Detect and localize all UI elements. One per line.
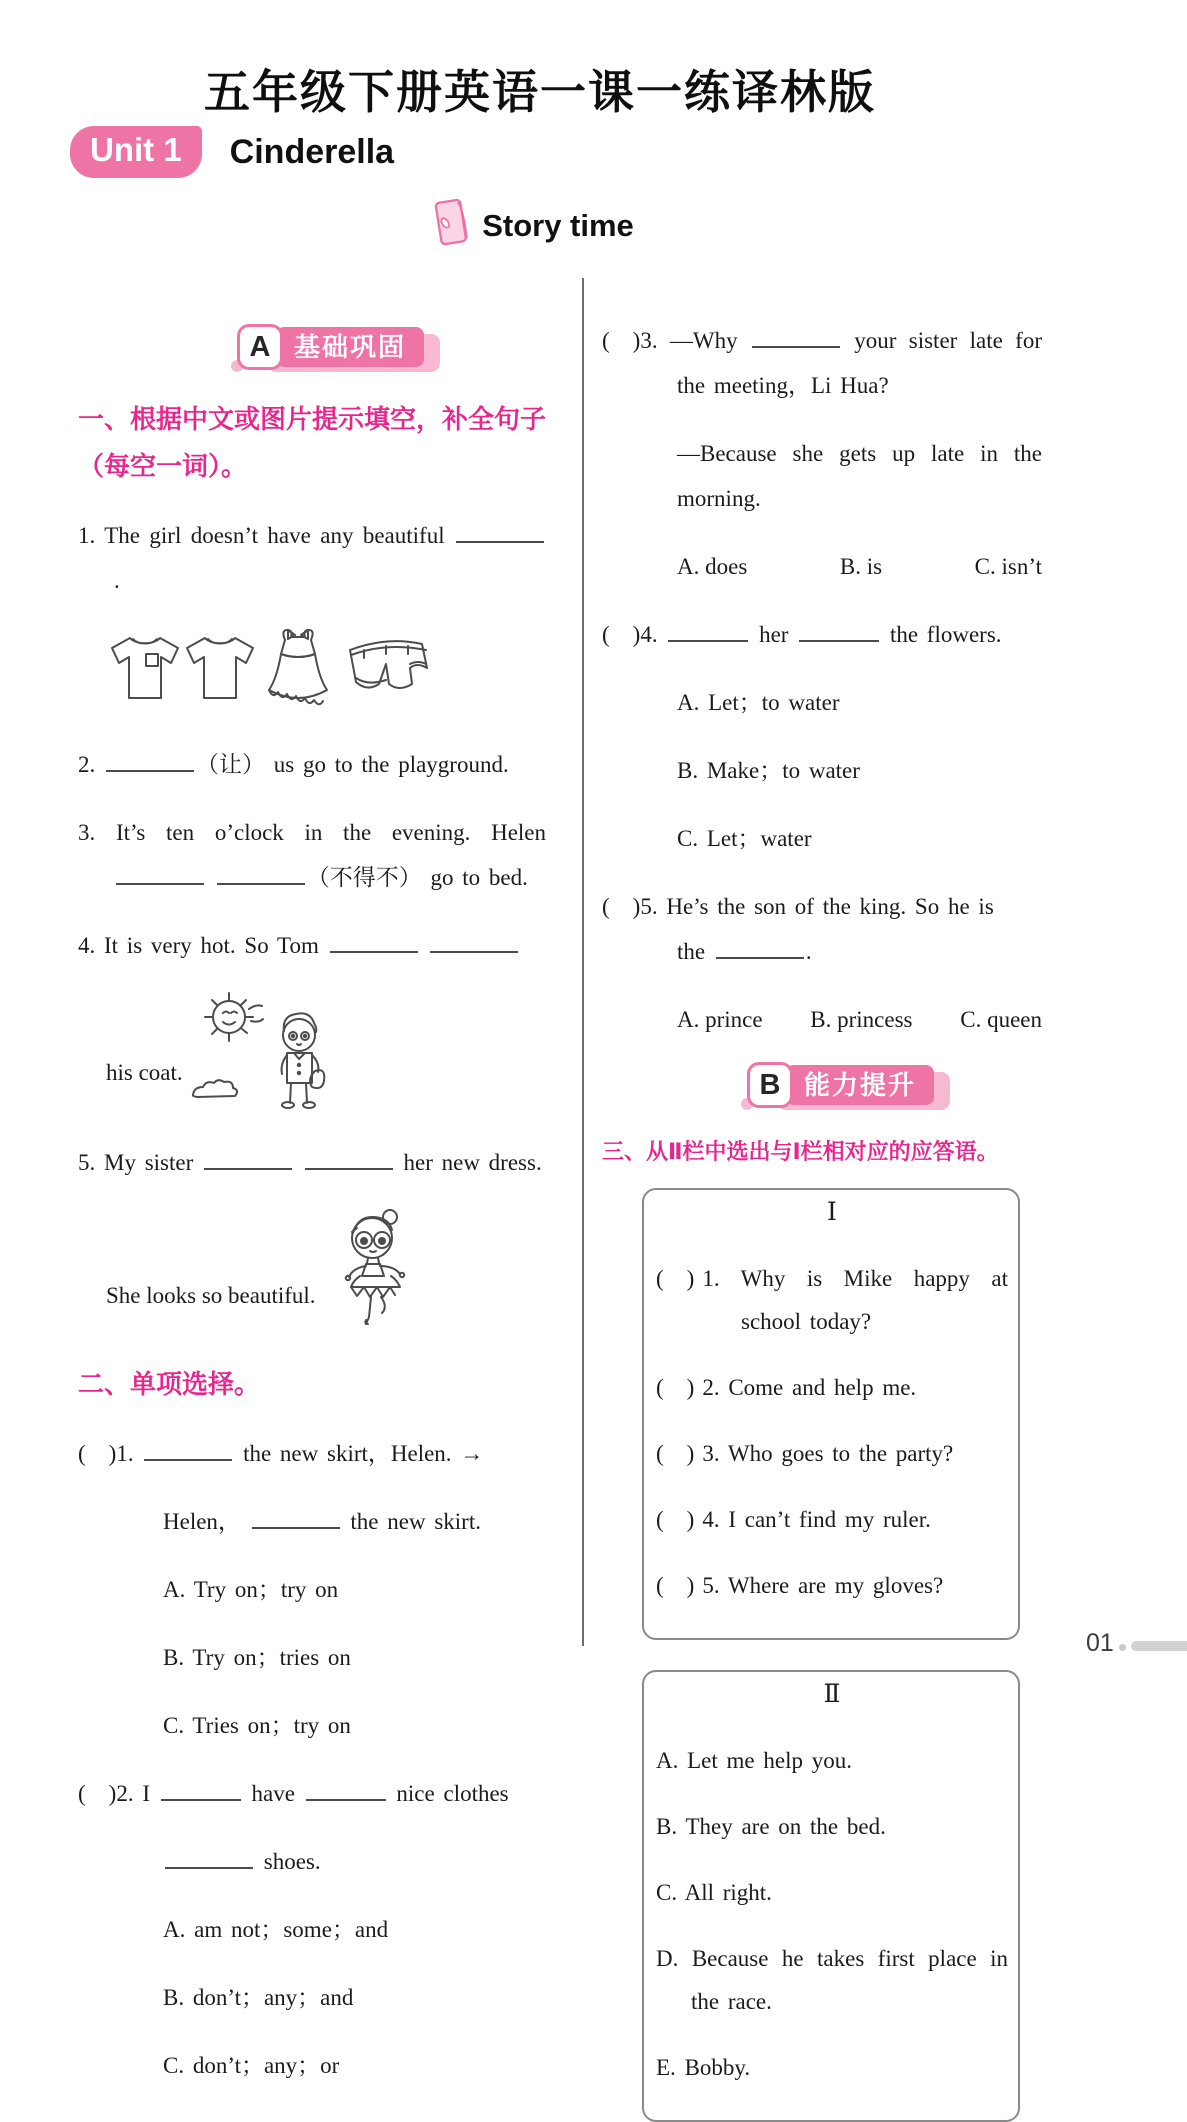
ex2-q3-options (602, 544, 1042, 589)
question-text: My sister (104, 1150, 194, 1175)
match-answer (656, 2046, 1008, 2089)
dancing-girl-illustration (326, 1208, 424, 1331)
match-box-one (642, 1188, 1020, 1640)
paren-blank: ( ) (602, 328, 641, 353)
option: C. Let；water (677, 826, 812, 851)
paren-blank: ( ) (78, 1781, 117, 1806)
ex2-q1-line2 (78, 1499, 546, 1544)
answer-blank (165, 1842, 253, 1869)
question-number: 5. (78, 1150, 96, 1175)
ex2-q3-reply: —Because she gets up late in the morning. (677, 441, 1042, 511)
question-number: 1. (78, 523, 96, 548)
question-text: It’s ten o’clock in the evening. Helen (115, 820, 547, 845)
option: A. am not；some；and (163, 1917, 389, 1942)
answer-blank (799, 615, 879, 642)
question-text: —Why (669, 328, 738, 353)
option: C. queen (960, 1007, 1042, 1032)
option: A. Let；to water (677, 690, 840, 715)
ex2-q5 (602, 884, 1042, 974)
item-letter: B. (656, 1814, 678, 1839)
question-number: 2. (116, 1781, 134, 1806)
question-text: . (805, 939, 812, 964)
section-a-badge (237, 324, 424, 370)
answer-blank (106, 745, 194, 772)
match-item (656, 1366, 1008, 1409)
item-number: 4. (702, 1507, 720, 1532)
answer-blank (430, 926, 518, 953)
question-number: 3. (78, 820, 96, 845)
item-text: Bobby. (684, 2055, 751, 2080)
column-divider (582, 278, 584, 1646)
item-number: 1. (702, 1266, 720, 1291)
chinese-hint: （让） (196, 752, 265, 777)
hot-sun-boy-illustration (187, 991, 337, 1116)
story-time-header (0, 196, 1066, 255)
option: B. princess (810, 1007, 913, 1032)
page-number: 01 (1086, 1629, 1114, 1657)
question-number: 3. (640, 328, 658, 353)
story-time-title: Story time (482, 207, 634, 243)
match-answer (656, 1805, 1008, 1848)
paren-blank: ( ) (78, 1441, 117, 1466)
answer-blank (456, 516, 544, 543)
ex1-q1 (78, 513, 546, 603)
question-text: the new skirt，Helen. (243, 1441, 452, 1466)
item-text: Come and help me. (728, 1375, 917, 1400)
option: B. Try on；tries on (163, 1645, 351, 1670)
question-number: 1. (116, 1441, 134, 1466)
question-text: her (759, 622, 789, 647)
question-text: go to bed. (430, 865, 528, 890)
chinese-hint: （不得不） (306, 865, 422, 890)
option: B. is (839, 554, 883, 579)
question-number: 5. (640, 894, 658, 919)
item-text: Why is Mike happy at school today? (740, 1266, 1008, 1334)
section-b-badge (747, 1062, 934, 1108)
ex2-q5-options (602, 997, 1042, 1042)
match-answer (656, 1871, 1008, 1914)
question-text: us go to the playground. (273, 752, 509, 777)
question-text: She looks so beautiful. (106, 1283, 316, 1308)
question-text: The girl doesn’t have any beautiful (104, 523, 445, 548)
section-b-label: 能力提升 (786, 1065, 934, 1105)
option: A. Try on；try on (163, 1577, 339, 1602)
right-column (602, 295, 1042, 2122)
answer-blank (668, 615, 748, 642)
item-letter: D. (656, 1946, 679, 1971)
paren-blank: ( ) (656, 1507, 695, 1532)
question-number: 4. (640, 622, 658, 647)
answer-blank (716, 932, 804, 959)
clothes-illustration (102, 626, 546, 719)
item-text: All right. (684, 1880, 772, 1905)
question-text: shoes. (263, 1849, 321, 1874)
paren-blank: ( ) (656, 1375, 695, 1400)
ex2-q4 (602, 612, 1042, 657)
left-column (78, 396, 546, 2111)
ex2-q3 (602, 318, 1042, 408)
option: A. does (677, 554, 748, 579)
match-answer (656, 1937, 1008, 2023)
match-box-two (642, 1670, 1020, 2122)
page-title: 五年级下册英语一课一练译林版 (204, 66, 876, 118)
match-item (656, 1564, 1008, 1607)
item-text: I can’t find my ruler. (728, 1507, 931, 1532)
answer-blank (306, 1774, 386, 1801)
ex1-q4 (78, 923, 546, 968)
paren-blank: ( ) (656, 1441, 695, 1466)
item-letter: E. (656, 2055, 676, 2080)
item-letter: C. (656, 1880, 678, 1905)
option: C. isn’t (974, 554, 1042, 579)
answer-blank (144, 1434, 232, 1461)
question-text: meeting，Li Hua? (713, 373, 889, 398)
paren-blank: ( ) (602, 622, 641, 647)
option: C. Tries on；try on (163, 1713, 351, 1738)
item-number: 2. (702, 1375, 720, 1400)
question-text: He’s the son of the king. So he is (666, 894, 994, 919)
answer-blank (330, 926, 418, 953)
question-text: her new dress. (403, 1150, 542, 1175)
box-two-title: Ⅱ (823, 1681, 841, 1708)
ex2-q1 (78, 1431, 546, 1476)
match-item (656, 1257, 1008, 1343)
page-number-bar (1131, 1641, 1187, 1651)
ex1-q4-continuation (106, 991, 546, 1116)
section-a-label: 基础巩固 (276, 327, 424, 367)
match-item (656, 1432, 1008, 1475)
heading-line: 一、根据中文或图片提示填空，补全句子 (78, 404, 547, 434)
answer-blank (217, 858, 305, 885)
heading-line: （每空一词）。 (78, 451, 248, 481)
ex1-q2 (78, 742, 546, 787)
question-text: have (251, 1781, 295, 1806)
item-letter: A. (656, 1748, 679, 1773)
unit-header (70, 126, 394, 178)
question-text: his coat. (106, 1060, 183, 1085)
answer-blank (305, 1143, 393, 1170)
question-text: the flowers. (889, 622, 1002, 647)
book-icon (432, 196, 470, 255)
item-number: 5. (702, 1573, 720, 1598)
ex2-q2-line2 (78, 1839, 546, 1884)
question-text: your sister late for the (677, 328, 1042, 398)
arrow-symbol: → (460, 1441, 484, 1466)
answer-blank (204, 1143, 292, 1170)
unit-name: Cinderella (229, 132, 395, 171)
item-text: They are on the bed. (685, 1814, 886, 1839)
ex1-q5-continuation (106, 1208, 546, 1331)
paren-blank: ( ) (602, 894, 641, 919)
item-text: Who goes to the party? (727, 1441, 954, 1466)
box-one-title: Ⅰ (827, 1199, 837, 1226)
paren-blank: ( ) (656, 1573, 695, 1598)
option: A. prince (677, 1007, 763, 1032)
question-number: 2. (78, 752, 96, 777)
option: B. don’t；any；and (163, 1985, 354, 2010)
match-answer (656, 1739, 1008, 1782)
match-item (656, 1498, 1008, 1541)
ex2-q2 (78, 1771, 546, 1816)
answer-blank (116, 858, 204, 885)
item-text: Let me help you. (687, 1748, 852, 1773)
exercise-three-heading: 三、从Ⅱ栏中选出与Ⅰ栏相对应的应答语。 (602, 1139, 999, 1164)
exercise-two-heading: 二、单项选择。 (78, 1369, 261, 1399)
ex1-q5 (78, 1140, 546, 1185)
item-text: Because he takes first place in the race. (691, 1946, 1009, 2014)
section-b-letter: B (747, 1062, 793, 1108)
exercise-one-heading (78, 396, 546, 490)
answer-blank (161, 1774, 241, 1801)
question-text: the new skirt. (350, 1509, 481, 1534)
question-text: Helen， (163, 1509, 241, 1534)
paren-blank: ( ) (656, 1266, 695, 1291)
question-text: I (142, 1781, 150, 1806)
question-text: nice clothes (396, 1781, 509, 1806)
question-text: . (114, 568, 120, 593)
ex1-q3 (78, 810, 546, 900)
question-text: It is very hot. So Tom (104, 933, 319, 958)
page-number-dot (1119, 1644, 1126, 1651)
item-text: Where are my gloves? (727, 1573, 944, 1598)
answer-blank (252, 1502, 340, 1529)
option: C. don’t；any；or (163, 2053, 340, 2078)
item-number: 3. (702, 1441, 720, 1466)
question-text: the (677, 939, 706, 964)
section-a-letter: A (237, 324, 283, 370)
answer-blank (752, 321, 840, 348)
unit-badge: Unit 1 (70, 126, 202, 178)
option: B. Make；to water (677, 758, 860, 783)
question-number: 4. (78, 933, 96, 958)
